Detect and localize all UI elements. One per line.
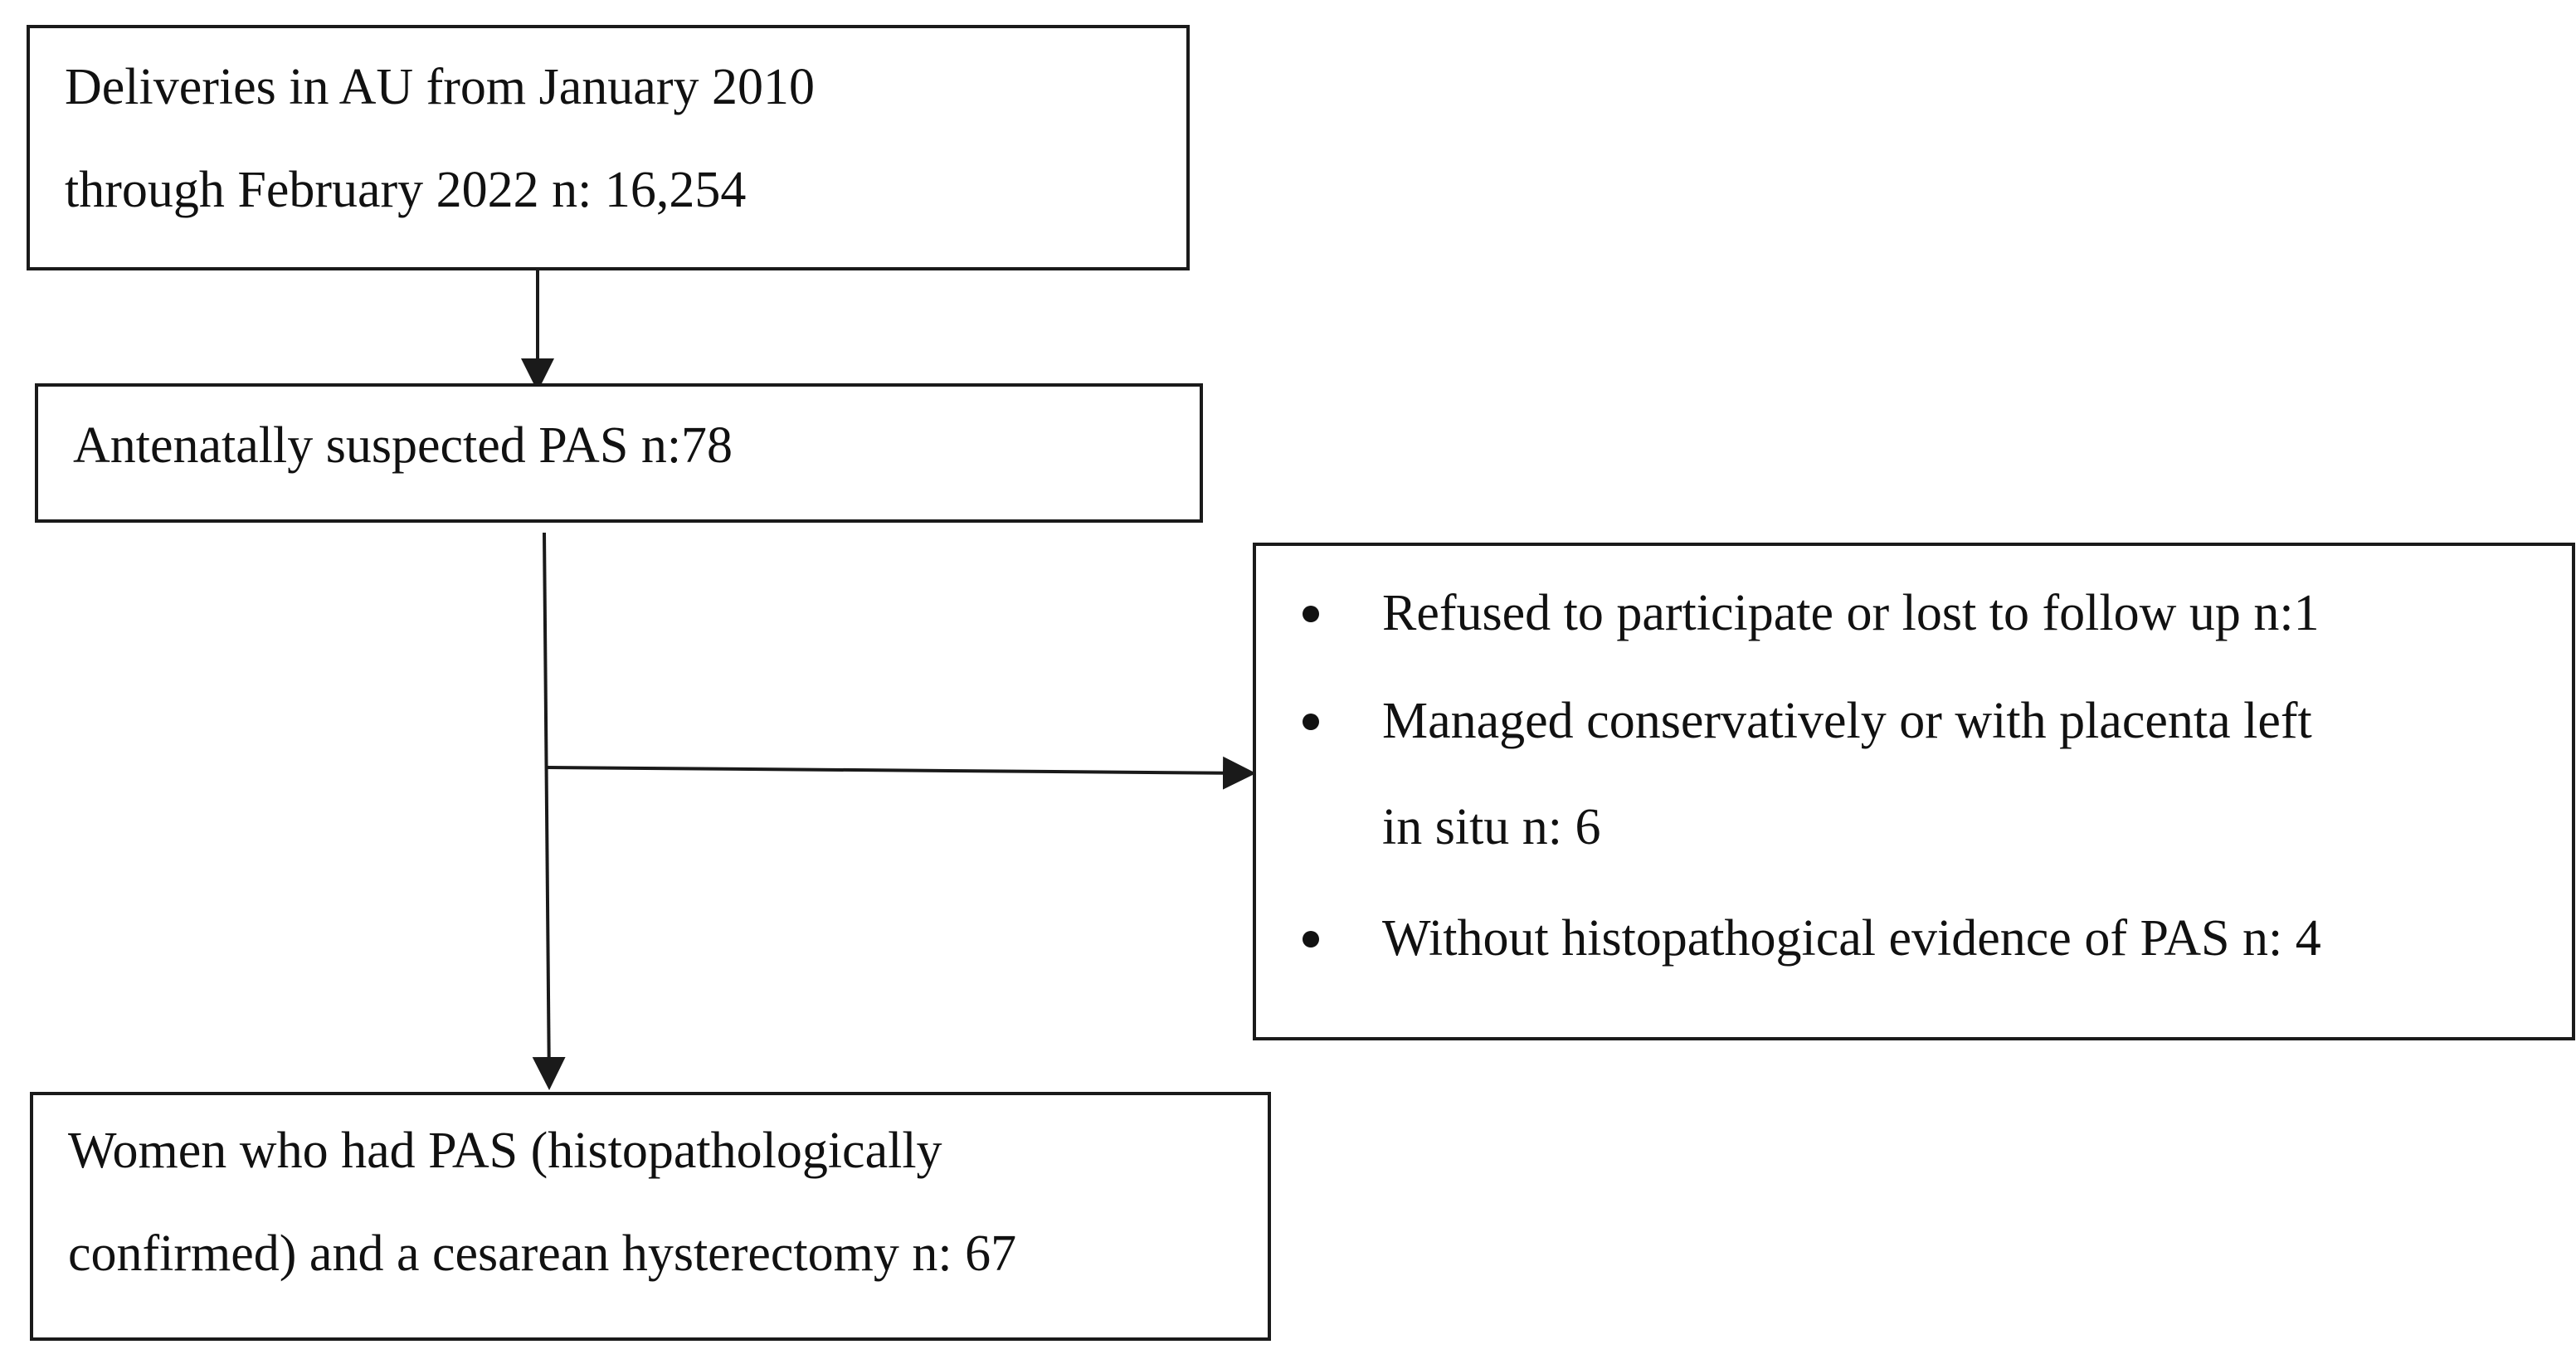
arrow-suspected-to-final (544, 533, 549, 1087)
exclusion-item-refused-text: Refused to participate or lost to follow up n:1 (1382, 585, 2320, 641)
deliveries-box (27, 25, 1190, 270)
bullet-icon (1303, 714, 1319, 730)
final-box (30, 1092, 1271, 1341)
suspected-line-1: Antenatally suspected PAS n:78 (73, 417, 733, 474)
arrow-to-exclusions (548, 767, 1253, 773)
exclusion-item-conservative-text-2: in situ n: 6 (1382, 799, 1601, 855)
suspected-box (35, 383, 1203, 523)
final-line-1: Women who had PAS (histopathologically (68, 1123, 942, 1179)
exclusion-item-no-evidence-text: Without histopathogical evidence of PAS n: 4 (1382, 910, 2321, 967)
final-line-2: confirmed) and a cesarean hysterectomy n: 67 (68, 1225, 1017, 1282)
bullet-icon (1303, 606, 1319, 622)
exclusions-box (1253, 543, 2575, 1040)
deliveries-line-2: through February 2022 n: 16,254 (65, 162, 747, 218)
deliveries-line-1: Deliveries in AU from January 2010 (65, 59, 815, 115)
exclusion-item-conservative-text-1: Managed conservatively or with placenta left (1382, 693, 2312, 749)
bullet-icon (1303, 931, 1319, 947)
